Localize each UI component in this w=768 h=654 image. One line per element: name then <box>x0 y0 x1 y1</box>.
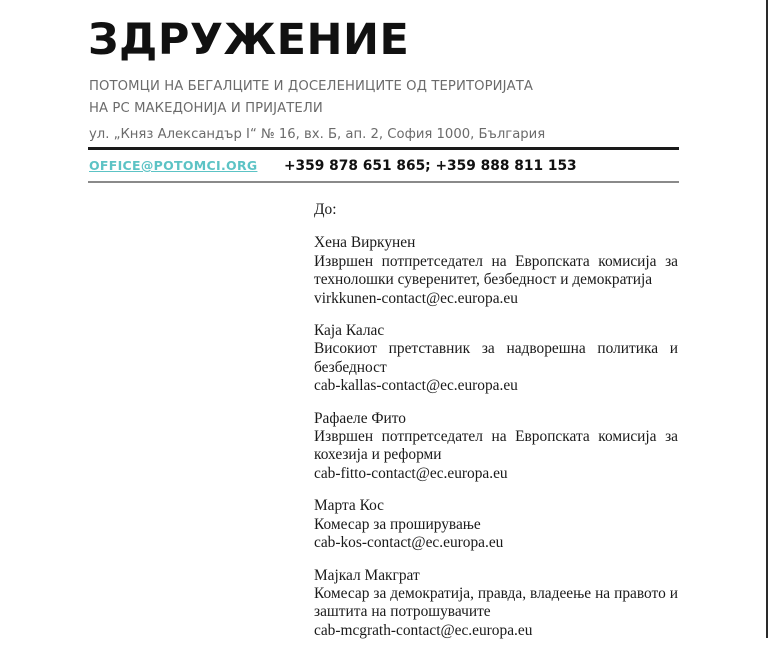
recipient-name: Мајкал Макграт <box>314 566 420 584</box>
recipient-email: cab-kallas-contact@ec.europa.eu <box>314 377 518 395</box>
to-label: До: <box>314 201 337 218</box>
recipients-block <box>314 201 678 654</box>
recipient-entry <box>314 567 678 641</box>
organization-title: ЗДРУЖЕНИЕ <box>88 15 410 65</box>
recipient-name: Каја Калас <box>314 322 385 340</box>
organization-subtitle: ПОТОМЦИ НА БЕГАЛЦИТЕ И ДОСЕЛЕНИЦИТЕ ОД ТЕРИТОРИЈАТА НА РС МАКЕДОНИЈА И ПРИЈАТЕЛИ <box>89 79 533 116</box>
recipient-email: cab-kos-contact@ec.europa.eu <box>314 534 504 552</box>
recipient-entry <box>314 497 678 552</box>
header-divider-thin <box>88 181 679 183</box>
recipient-name: Хена Виркунен <box>314 234 416 252</box>
recipient-role: Извршен потпретседател на Европската комисија за кохезија и реформи <box>314 428 678 464</box>
recipient-email: cab-mcgrath-contact@ec.europa.eu <box>314 621 533 639</box>
organization-address: ул. „Княз Александър I“ № 16, вх. Б, ап. 2, София 1000, България <box>89 127 546 142</box>
recipient-role: Извршен потпретседател на Европската комисија за технолошки суверенитет, безбедност и демократија <box>314 252 678 289</box>
header-divider-thick <box>88 147 679 150</box>
recipient-role: Високиот претставник за надворешна политика и безбедност <box>314 340 678 376</box>
recipient-name: Рафаеле Фито <box>314 409 406 427</box>
recipient-entry <box>314 322 678 396</box>
recipient-entry <box>314 234 678 308</box>
recipient-email: cab-fitto-contact@ec.europa.eu <box>314 464 508 482</box>
recipient-entry <box>314 410 678 484</box>
contact-phones: +359 878 651 865; +359 888 811 153 <box>284 158 577 174</box>
recipient-name: Марта Кос <box>314 497 385 515</box>
recipient-role: Комесар за проширување <box>314 515 481 533</box>
recipient-role: Комесар за демократија, правда, владеење на правото и заштита на потрошувачите <box>314 584 678 621</box>
contact-email-link[interactable]: OFFICE@POTOMCI.ORG <box>89 158 258 173</box>
recipient-email: virkkunen-contact@ec.europa.eu <box>314 289 518 307</box>
